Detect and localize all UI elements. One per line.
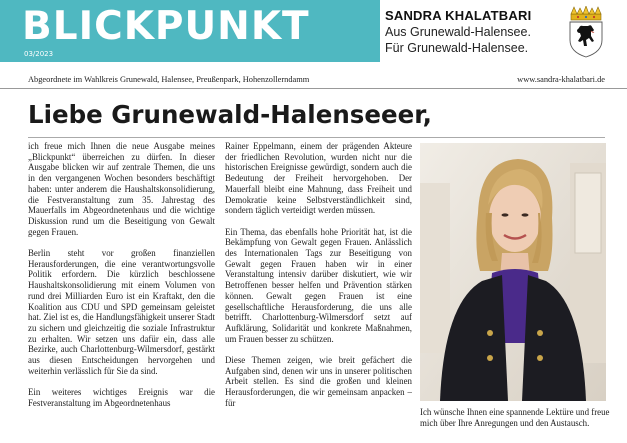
- tagline-line-2: Für Grunewald-Halensee.: [385, 41, 529, 55]
- heading-divider: [28, 137, 605, 138]
- author-name: SANDRA KHALATBARI: [385, 8, 532, 23]
- masthead-banner: [0, 0, 380, 62]
- paragraph: Diese Themen zeigen, wie breit gefächert die Aufgaben sind, denen wir uns in unserer politischen Arbeit stellen. Es sind die großen und kleinen Herausforderungen, die wir gemeinsam anpacken – für: [225, 355, 412, 408]
- article-column-2: [225, 141, 412, 419]
- author-block: [385, 8, 531, 56]
- paragraph: ich freue mich Ihnen die neue Ausgabe meines „Blickpunkt“ überreichen zu dürfen. In dieser Ausgabe blicken wir auf zentrale Themen, die uns in den vergangenen Wochen besonders beschäftigt haben: unter anderem die Haushaltskonsolidierung, die Festveranstaltung zum 35. Jahrestag des Mauerfalls im Abgeordnetenhaus und die wichtige Diskussion rund um die Beseitigung von Gewalt gegen Frauen.: [28, 141, 215, 237]
- paragraph: Berlin steht vor großen finanziellen Herausforderungen, die eine verantwortungsvolle Politik erfordern. Die kürzlich beschlossene Haushaltskonsolidierung mit einem Volumen von rund drei Milliarden Euro ist ein Kraftakt, den die Koalition aus CDU und SPD gemeinsam geleistet hat. Ziel ist es, die Handlungsfähigkeit unserer Stadt zu sichern und gleichzeitig die soziale Infrastruktur zu erhalten. Wir setzen uns dafür ein, dass alle Bezirke, auch Charlottenburg-Wilmersdorf, gestärkt aus diesen Entscheidungen hervorgehen und weiterhin verlässlich für Sie da sind.: [28, 248, 215, 376]
- article-heading: Liebe Grunewald-Halenseeer,: [28, 100, 432, 129]
- paragraph: Ein weiteres wichtiges Ereignis war die Festveranstaltung im Abgeordnetenhaus: [28, 387, 215, 408]
- photo-caption: Ich wünsche Ihnen eine spannende Lektüre und freue mich über Ihre Anregungen und den Austausch.: [420, 407, 610, 428]
- newsletter-title: BLICKPUNKT: [22, 4, 310, 49]
- paragraph: Rainer Eppelmann, einem der prägenden Akteure der friedlichen Revolution, wurden nicht nur die historischen Ereignisse gewürdigt, sondern auch die Bedeutung der Freiheit hervorgehoben. Der Mauerfall bleibt eine Mahnung, dass Freiheit und Demokratie keine Selbstverständlichkeit sind, sondern täglich verteidigt werden müssen.: [225, 141, 412, 216]
- author-portrait-photo: [420, 143, 606, 401]
- article-column-1: [28, 141, 215, 419]
- berlin-bear-crest-icon: [566, 6, 606, 58]
- paragraph: Ein Thema, das ebenfalls hohe Priorität hat, ist die Bekämpfung von Gewalt gegen Frauen. Anlässlich des Internationalen Tags zur Beseitigung von Gewalt gegen Frauen haben wir in einer Veranstaltung intensiv darüber diskutiert, wie wir Betroffenen besser helfen und Prävention stärken können. Gewalt gegen Frauen ist eine gesellschaftliche Herausforderung, die uns alle betrifft. Charlottenburg-Wilmersdorf setzt auf Aufklärung, Solidarität und konkrete Maßnahmen, um Frauen besser zu schützen.: [225, 226, 412, 344]
- website-link[interactable]: www.sandra-khalatbari.de: [517, 75, 605, 84]
- subheader-bar: [0, 74, 627, 89]
- constituency-line: Abgeordnete im Wahlkreis Grunewald, Halensee, Preußenpark, Hohenzollerndamm: [28, 75, 310, 84]
- issue-number: 03/2023: [24, 50, 54, 58]
- tagline-line-1: Aus Grunewald-Halensee.: [385, 25, 531, 39]
